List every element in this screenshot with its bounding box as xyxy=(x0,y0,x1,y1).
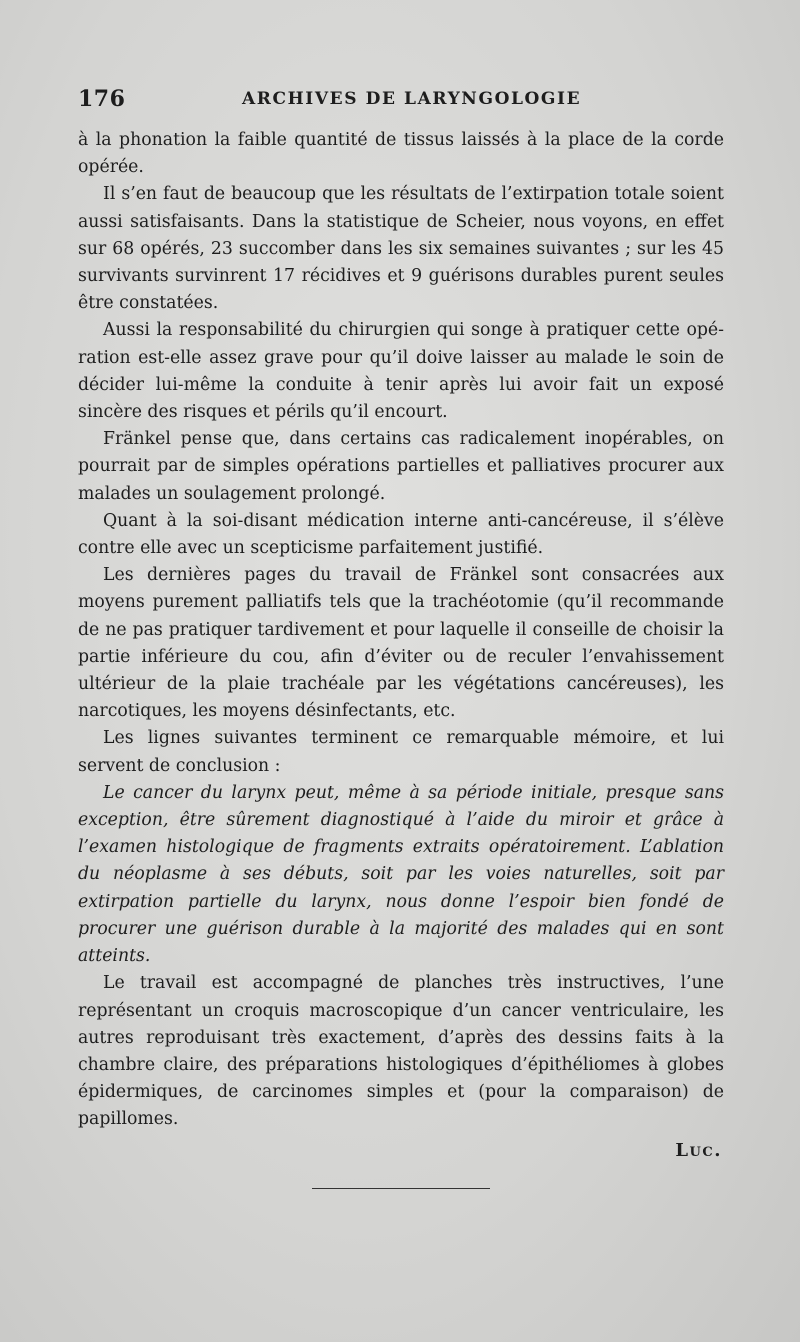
paragraph-planches: Le travail est accompagné de planches très instructives, l’une représentant un croquis macroscopique d’un cancer ventriculaire, les autres reproduisant très exactement, d’après des dessins faits à la chambre claire, des préparations histologiques d’épithéliomes à globes épidermiques, de carcinomes simples et (pour la comparaison) de papillomes. xyxy=(78,973,724,1130)
paragraph-extirpation: Il s’en faut de beaucoup que les résultats de l’extirpation totale soient aussi satisfaisants. Dans la statistique de Scheier, nous voyons, en effet sur 68 opérés, 23 succomber dans les six semaines suivantes ; sur les 45 survivants survinrent 17 récidives et 9 guérisons durables purent seules être constatées. xyxy=(78,184,724,314)
paragraph-conclusion-quote: Le cancer du larynx peut, même à sa période initiale, presque sans exception, être sûrement diagnostiqué à l’aide du miroir et grâce à l’examen histologique de fragments extraits opératoirement. L’ablation du néoplasme à ses débuts, soit par les voies naturelles, soit par extirpation partielle du larynx, nous donne l’espoir bien fondé de procurer une guérison durable à la majorité des malades qui en sont atteints. xyxy=(78,782,724,967)
author-signature: Luc. xyxy=(675,1140,722,1161)
paragraph-palliatifs: Les dernières pages du travail de Fränkel sont consacrées aux moyens purement palliatifs tels que la trachéotomie (qu’il recommande de ne pas pratiquer tardivement et pour laquelle il conseille de choisir la partie inférieure du cou, afin d’éviter ou de reculer l’envahissement ultérieur de la plaie trachéale par les végétations cancéreuses), les narcotiques, les moyens désinfectants, etc. xyxy=(78,565,724,722)
paragraph-conclusion-intro: Les lignes suivantes terminent ce remarquable mémoire, et lui servent de conclusion : xyxy=(78,728,724,776)
page-number: 176 xyxy=(78,86,126,112)
paragraph-medication: Quant à la soi-disant médication interne anti-cancéreuse, il s’élève contre elle avec un scepticisme parfaitement justifié. xyxy=(78,510,724,559)
page-header xyxy=(78,86,724,116)
closing-rule xyxy=(312,1188,490,1189)
paragraph-phonation: à la phonation la faible quantité de tissus laissés à la place de la corde opérée. xyxy=(78,130,724,178)
paragraph-responsabilite: Aussi la responsabilité du chirurgien qui songe à pratiquer cette opération est-elle assez grave pour qu’il doive laisser au malade le soin de décider lui-même la conduite à tenir après lui avoir fait un exposé sincère des risques et périls qu’il encourt. xyxy=(78,320,724,423)
page-body xyxy=(78,127,724,1134)
running-head: ARCHIVES DE LARYNGOLOGIE xyxy=(242,89,582,109)
paragraph-frankel: Fränkel pense que, dans certains cas radicalement inopérables, on pourrait par de simples opérations partielles et palliatives procurer aux malades un soulagement prolongé. xyxy=(78,429,724,504)
